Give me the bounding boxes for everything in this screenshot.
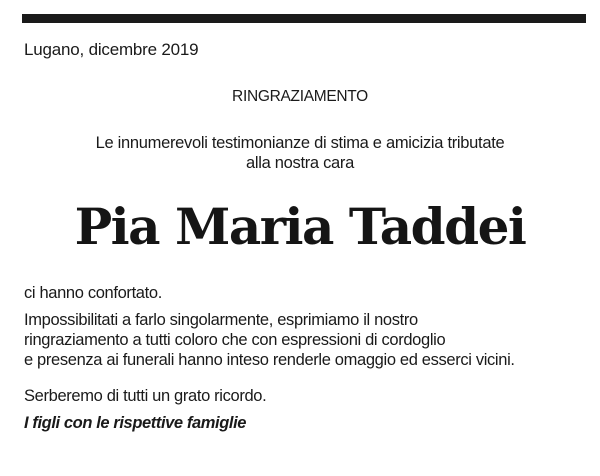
intro-text bbox=[0, 133, 600, 173]
paragraph-line: e presenza ai funerali hanno inteso renderle omaggio ed esserci vicini. bbox=[24, 351, 515, 369]
intro-line: Le innumerevoli testimonianze di stima e amicizia tributate bbox=[95, 134, 505, 152]
paragraph-comforted: ci hanno confortato. bbox=[24, 284, 162, 302]
notice-heading: RINGRAZIAMENTO bbox=[232, 88, 368, 105]
place-date: Lugano, dicembre 2019 bbox=[24, 40, 199, 59]
intro-line: alla nostra cara bbox=[245, 154, 354, 172]
deceased-name: Pia Maria Taddei bbox=[74, 197, 526, 256]
paragraph-line: ringraziamento a tutti coloro che con espressioni di cordoglio bbox=[24, 331, 446, 349]
top-rule bbox=[22, 14, 586, 23]
paragraph-thanks bbox=[24, 310, 594, 370]
paragraph-line: Impossibilitati a farlo singolarmente, esprimiamo il nostro bbox=[24, 311, 418, 329]
paragraph-remembrance: Serberemo di tutti un grato ricordo. bbox=[24, 387, 267, 405]
signature: I figli con le rispettive famiglie bbox=[24, 414, 247, 432]
